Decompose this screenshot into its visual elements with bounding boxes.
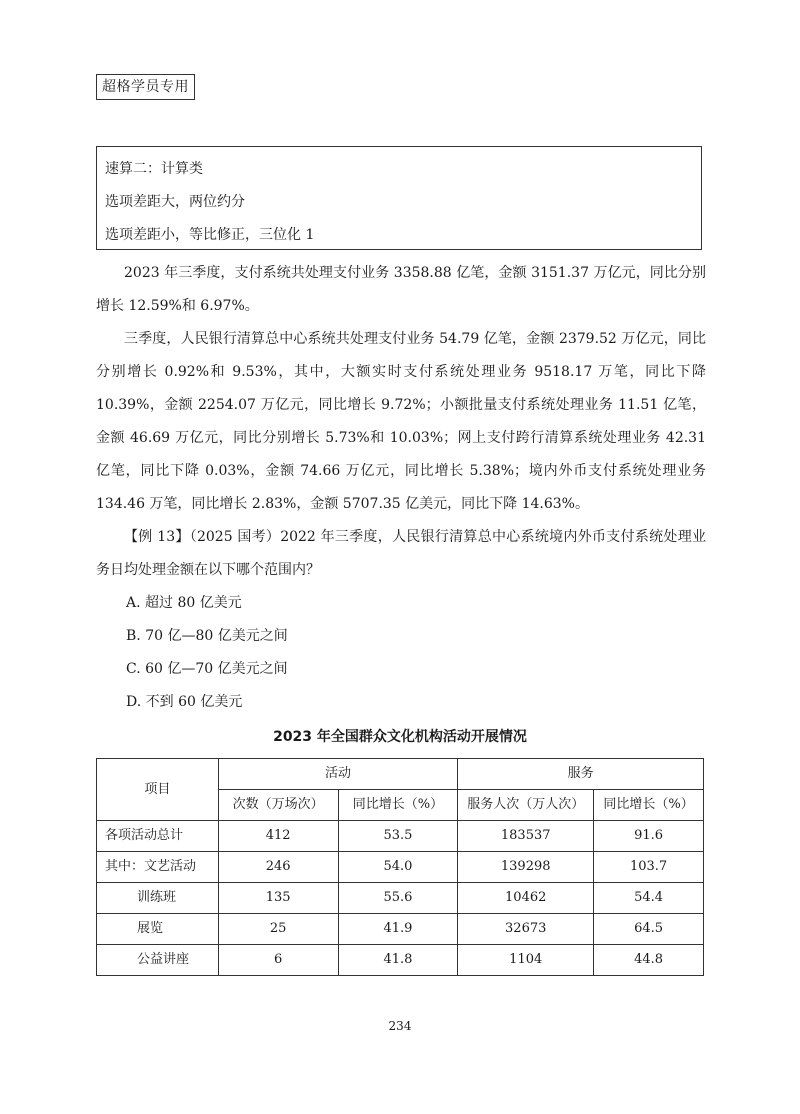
- table-row: [97, 945, 704, 976]
- row-label: 训练班: [97, 883, 219, 914]
- header-service: 服务: [458, 759, 704, 790]
- table-cell: 183537: [458, 821, 594, 852]
- tip-line: 选项差距小，等比修正，三位化 1: [105, 227, 315, 243]
- table-cell: 55.6: [338, 883, 458, 914]
- row-label: 公益讲座: [97, 945, 219, 976]
- table-cell: 1104: [458, 945, 594, 976]
- tip-box: [96, 146, 702, 250]
- table-header-row: [97, 759, 704, 790]
- table-cell: 139298: [458, 852, 594, 883]
- page-number: 234: [388, 1019, 412, 1033]
- table-row: [97, 821, 704, 852]
- table-cell: 103.7: [594, 852, 704, 883]
- table-cell: 32673: [458, 914, 594, 945]
- header-activity: 活动: [218, 759, 458, 790]
- table-cell: 41.8: [338, 945, 458, 976]
- table-row: [97, 852, 704, 883]
- column-header: 同比增长（%）: [594, 790, 704, 821]
- table-row: [97, 914, 704, 945]
- table-cell: 54.4: [594, 883, 704, 914]
- column-header: 同比增长（%）: [338, 790, 458, 821]
- row-label: 各项活动总计: [97, 821, 219, 852]
- paragraph-clearing-center: 三季度，人民银行清算总中心系统共处理支付业务 54.79 亿笔，金额 2379.52 万亿元，同比分别增长 0.92%和 9.53%，其中，大额实时支付系统处理业务 9518.17 万笔，同比下降 10.39%，金额 2254.07 万亿元，同比增长 9.72%；小额批量支付系统处理业务 11.51 亿笔，金额 46.69 万亿元，同比分别增长 5.73%和 10.03%；网上支付跨行清算系统处理业务 42.31 亿笔，同比下降 0.03%，金额 74.66 万亿元，同比增长 5.38%；境内外币支付系统处理业务 134.46 万笔，同比增长 2.83%，金额 5707.35 亿美元，同比下降 14.63%。: [96, 331, 706, 512]
- table-cell: 135: [218, 883, 338, 914]
- table-cell: 6: [218, 945, 338, 976]
- table-cell: 10462: [458, 883, 594, 914]
- column-header: 服务人次（万人次）: [458, 790, 594, 821]
- table-cell: 246: [218, 852, 338, 883]
- table-cell: 41.9: [338, 914, 458, 945]
- row-label: 其中：文艺活动: [97, 852, 219, 883]
- question-example-13: 【例 13】（2025 国考）2022 年三季度，人民银行清算总中心系统境内外币支付系统处理业务日均处理金额在以下哪个范围内？: [96, 529, 706, 578]
- table-title: 2023 年全国群众文化机构活动开展情况: [273, 729, 527, 745]
- row-label: 展览: [97, 914, 219, 945]
- table-cell: 54.0: [338, 852, 458, 883]
- culture-activity-table: [96, 758, 704, 976]
- table-row: [97, 883, 704, 914]
- option-b: B. 70 亿—80 亿美元之间: [126, 628, 288, 644]
- table-cell: 64.5: [594, 914, 704, 945]
- tip-line: 选项差距大，两位约分: [105, 194, 245, 210]
- column-header: 次数（万场次）: [218, 790, 338, 821]
- option-a: A. 超过 80 亿美元: [126, 595, 242, 611]
- student-only-tag: 超格学员专用: [96, 74, 195, 100]
- table-cell: 44.8: [594, 945, 704, 976]
- table-cell: 25: [218, 914, 338, 945]
- header-item: 项目: [97, 759, 219, 821]
- tip-line: 速算二：计算类: [105, 161, 203, 177]
- table-cell: 412: [218, 821, 338, 852]
- table-cell: 53.5: [338, 821, 458, 852]
- table-cell: 91.6: [594, 821, 704, 852]
- paragraph-payment-summary: 2023 年三季度，支付系统共处理支付业务 3358.88 亿笔，金额 3151.37 万亿元，同比分别增长 12.59%和 6.97%。: [96, 265, 706, 314]
- option-c: C. 60 亿—70 亿美元之间: [126, 661, 288, 677]
- option-d: D. 不到 60 亿美元: [126, 694, 243, 710]
